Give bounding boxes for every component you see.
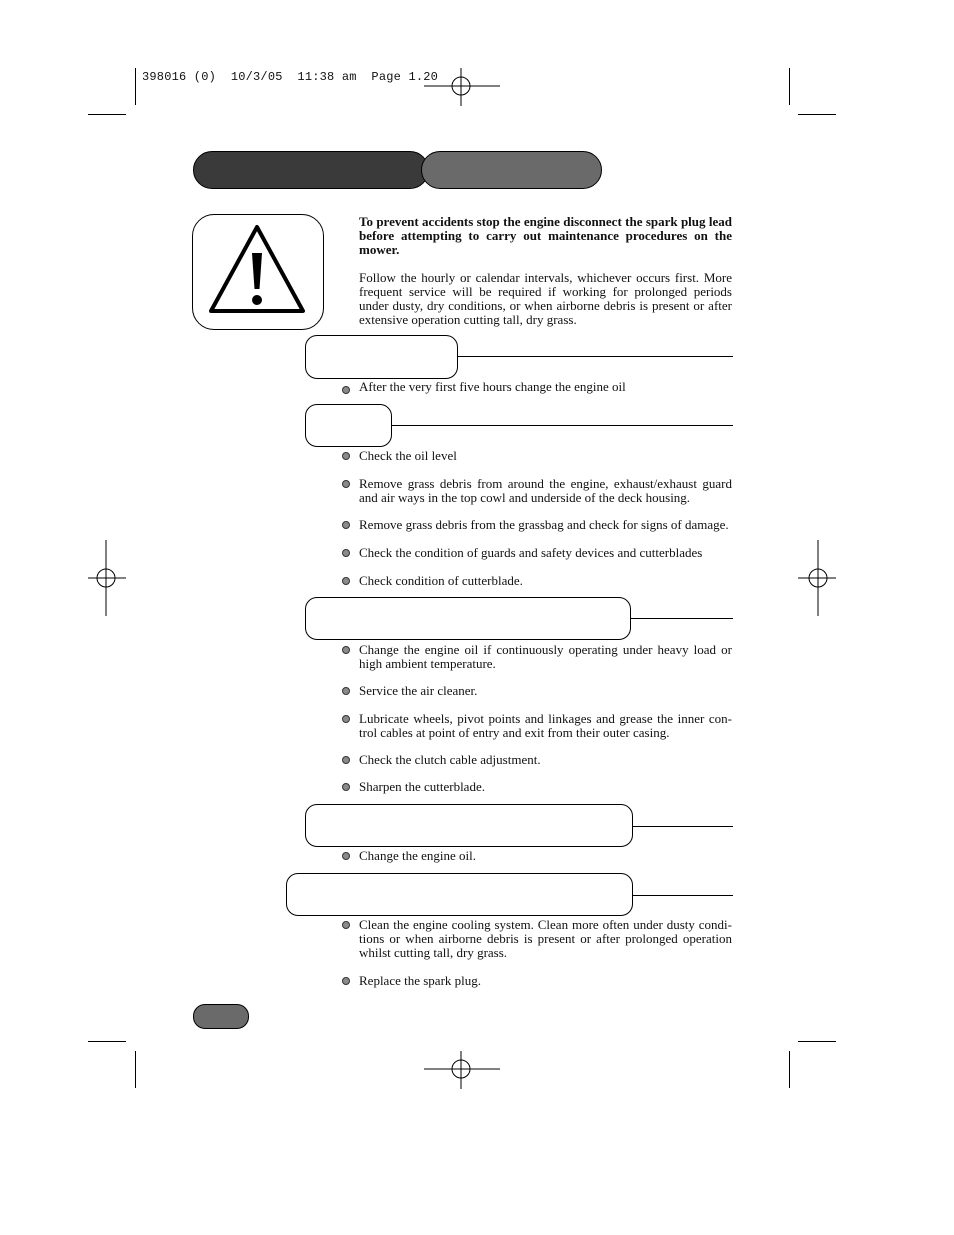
registration-crosshair-icon xyxy=(424,68,500,106)
bullet-dot-icon xyxy=(342,756,350,764)
list-item: Remove grass debris from the grassbag and check for signs of damage. xyxy=(359,517,729,532)
bullet-dot-icon xyxy=(342,921,350,929)
service-intervals-note: Follow the hourly or calendar intervals, whichever occurs first. More frequent service will be required if working for prolonged periods under dusty, dry conditions, or when airborne debris is present or after extensive operation cutting tall, dry grass. xyxy=(359,270,732,327)
warning-box xyxy=(192,214,324,330)
bullet-dot-icon xyxy=(342,715,350,723)
list-item: Check the oil level xyxy=(359,448,457,463)
section-heading-box xyxy=(305,335,458,379)
bullet-dot-icon xyxy=(342,977,350,985)
list-item: Replace the spark plug. xyxy=(359,973,482,988)
bullet-dot-icon xyxy=(342,521,350,529)
print-slug: 398016 (0) 10/3/05 11:38 am Page 1.20 xyxy=(142,70,439,84)
list-item: Change the engine oil. xyxy=(359,848,476,863)
list-item: Service the air cleaner. xyxy=(359,683,478,698)
section-heading-box xyxy=(305,597,631,640)
bullet-dot-icon xyxy=(342,549,350,557)
crop-mark xyxy=(789,68,790,105)
crop-mark xyxy=(789,1051,790,1088)
crop-mark xyxy=(88,1041,126,1042)
section-rule xyxy=(632,895,733,896)
section-heading-box xyxy=(305,404,392,447)
section-rule xyxy=(391,425,733,426)
list-item: Check the clutch cable adjustment. xyxy=(359,752,541,767)
section-rule xyxy=(632,826,733,827)
list-item: Sharpen the cutterblade. xyxy=(359,779,485,794)
bullet-dot-icon xyxy=(342,452,350,460)
bullet-dot-icon xyxy=(342,386,350,394)
registration-crosshair-icon xyxy=(424,1051,500,1089)
crop-mark xyxy=(798,114,836,115)
list-item: Check the condition of guards and safety devices and cutterblades xyxy=(359,545,703,560)
list-item: Lubricate wheels, pivot points and linkages and grease the inner con-trol cables at point of entry and exit from their outer casing. xyxy=(359,711,732,740)
crop-mark xyxy=(798,1041,836,1042)
bullet-dot-icon xyxy=(342,783,350,791)
bullet-dot-icon xyxy=(342,480,350,488)
bullet-dot-icon xyxy=(342,687,350,695)
registration-crosshair-icon xyxy=(88,540,126,616)
list-item: After the very first five hours change the engine oil xyxy=(359,379,626,394)
header-tab-grey xyxy=(421,151,602,189)
bullet-dot-icon xyxy=(342,577,350,585)
section-heading-box xyxy=(286,873,633,916)
section-rule xyxy=(630,618,733,619)
list-item: Clean the engine cooling system. Clean more often under dusty condi-tions or when airborne debris is present or after prolonged operation whilst cutting tall, dry grass. xyxy=(359,917,732,960)
list-item: Change the engine oil if continuously operating under heavy load or high ambient temperature. xyxy=(359,642,732,671)
section-heading-box xyxy=(305,804,633,847)
safety-warning: To prevent accidents stop the engine disconnect the spark plug lead before attempting to carry out maintenance procedures on the mower. xyxy=(359,214,732,257)
warning-triangle-icon xyxy=(207,223,307,315)
list-item: Remove grass debris from around the engine, exhaust/exhaust guard and air ways in the top cowl and underside of the deck housing. xyxy=(359,476,732,505)
registration-crosshair-icon xyxy=(798,540,836,616)
crop-mark xyxy=(135,1051,136,1088)
intro-text xyxy=(359,215,732,341)
crop-mark xyxy=(135,68,136,105)
page-number-tab xyxy=(193,1004,249,1029)
bullet-dot-icon xyxy=(342,646,350,654)
bullet-dot-icon xyxy=(342,852,350,860)
list-item: Check condition of cutterblade. xyxy=(359,573,523,588)
section-rule xyxy=(457,356,733,357)
header-tab-dark xyxy=(193,151,429,189)
crop-mark xyxy=(88,114,126,115)
